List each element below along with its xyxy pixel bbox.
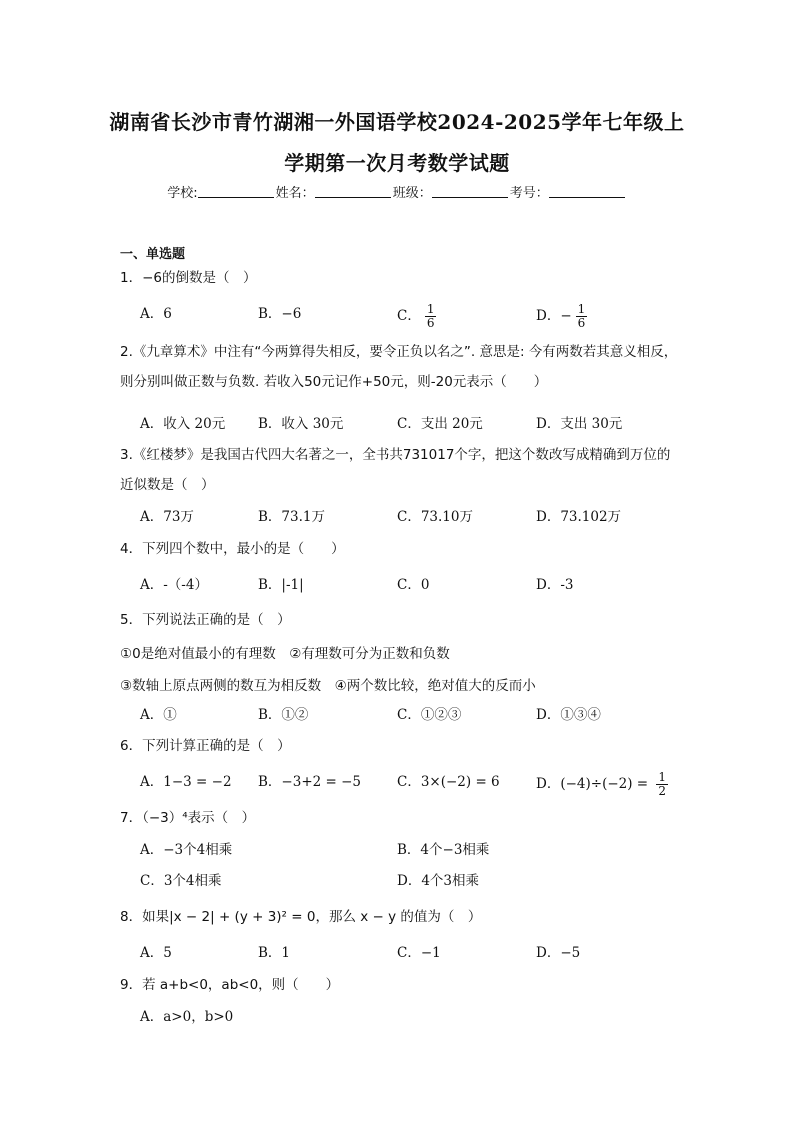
option-d: D．−5 (536, 945, 581, 961)
student-info-line (0, 182, 794, 201)
option-a: A．6 (140, 306, 172, 322)
number-label: 考号： (509, 186, 549, 201)
option-a: A．-（-4） (140, 577, 208, 593)
option-a: A．① (140, 707, 177, 723)
option-d (536, 771, 668, 798)
option-c: C．①②③ (397, 707, 462, 723)
fraction (576, 303, 588, 330)
question-5-statements-1: ①0是绝对值最小的有理数 ②有理数可分为正数和负数 (120, 646, 450, 662)
fraction-numerator: 1 (577, 302, 586, 316)
option-b: B．1 (258, 945, 291, 961)
option-b: B．73.1万 (258, 509, 325, 525)
option-c: C．−1 (397, 945, 441, 961)
option-b: B．4个−3相乘 (397, 842, 490, 858)
fraction (656, 771, 668, 798)
option-a: A．a>0，b>0 (140, 1009, 234, 1025)
question-3-options (140, 506, 700, 528)
question-7-stem: 7．（−3）⁴表示（ ） (120, 810, 256, 826)
option-d: D．①③④ (536, 707, 601, 723)
question-5-stem: 5．下列说法正确的是（ ） (120, 612, 291, 628)
fraction-numerator: 1 (658, 770, 667, 784)
question-9-options (140, 1006, 700, 1028)
option-d: D．-3 (536, 577, 574, 593)
option-b: B．−3+2 = −5 (258, 774, 362, 790)
question-4-stem: 4．下列四个数中，最小的是（ ） (120, 541, 345, 557)
question-5-options (140, 704, 700, 726)
question-1-options (140, 302, 700, 330)
option-d-label: D．− (536, 308, 572, 324)
option-c: C．支出 20元 (397, 416, 483, 432)
class-blank[interactable] (432, 185, 508, 198)
fraction-denominator: 6 (426, 316, 435, 330)
exam-title-line1: 湖南省长沙市青竹湖湘一外国语学校2024-2025学年七年级上 (109, 110, 685, 134)
option-d-label: D．(−4)÷(−2) = (536, 776, 653, 792)
option-a: A．73万 (140, 509, 194, 525)
fraction-denominator: 2 (658, 784, 667, 798)
question-8-options (140, 942, 700, 964)
option-c-label: C． (397, 308, 421, 324)
option-c: C．73.10万 (397, 509, 473, 525)
option-c: C．3个4相乘 (140, 873, 222, 889)
option-d: D．4个3相乘 (397, 873, 480, 889)
exam-title-line2: 学期第一次月考数学试题 (284, 151, 510, 175)
option-b: B．①② (258, 707, 309, 723)
option-c (397, 303, 436, 330)
option-d: D．支出 30元 (536, 416, 623, 432)
name-label: 姓名： (275, 186, 315, 201)
option-d (536, 303, 587, 330)
question-7-options-row2 (140, 870, 700, 892)
section-heading: 一、单选题 (120, 247, 186, 262)
school-blank[interactable] (198, 185, 274, 198)
question-2-options (140, 413, 700, 435)
option-c: C．3×(−2) = 6 (397, 774, 500, 790)
question-5-statements-2: ③数轴上原点两侧的数互为相反数 ④两个数比较，绝对值大的反而小 (120, 678, 536, 694)
question-6-stem: 6．下列计算正确的是（ ） (120, 738, 291, 754)
fraction-denominator: 6 (577, 316, 586, 330)
option-a: A．−3个4相乘 (140, 842, 233, 858)
question-6-options (140, 770, 700, 798)
number-blank[interactable] (549, 185, 625, 198)
name-blank[interactable] (315, 185, 391, 198)
fraction (425, 303, 437, 330)
class-label: 班级： (392, 186, 432, 201)
option-c: C．0 (397, 577, 430, 593)
question-8-stem: 8．如果|x − 2| + (y + 3)² = 0，那么 x − y 的值为（ ） (120, 909, 482, 925)
option-a: A．收入 20元 (140, 416, 226, 432)
school-label: 学校: (167, 186, 198, 201)
question-9-stem: 9．若 a+b<0，ab<0，则（ ） (120, 977, 340, 993)
option-d: D．73.102万 (536, 509, 622, 525)
question-1-stem: 1．−6的倒数是（ ） (120, 270, 257, 286)
option-b: B．−6 (258, 306, 302, 322)
option-a: A．5 (140, 945, 172, 961)
question-2-stem: 2.《九章算术》中注有“今两算得失相反，要令正负以名之”. 意思是: 今有两数若其意义相反，则分别叫做正数与负数. 若收入50元记作+50元，则-20元表示（ ） (120, 344, 678, 390)
option-b: B．|-1| (258, 577, 304, 593)
question-3-stem: 3.《红楼梦》是我国古代四大名著之一，全书共731017个字，把这个数改写成精确到万位的近似数是（ ） (120, 447, 671, 493)
option-a: A．1−3 = −2 (140, 774, 232, 790)
fraction-numerator: 1 (426, 302, 435, 316)
option-b: B．收入 30元 (258, 416, 344, 432)
question-4-options (140, 574, 700, 596)
question-7-options-row1 (140, 839, 700, 861)
